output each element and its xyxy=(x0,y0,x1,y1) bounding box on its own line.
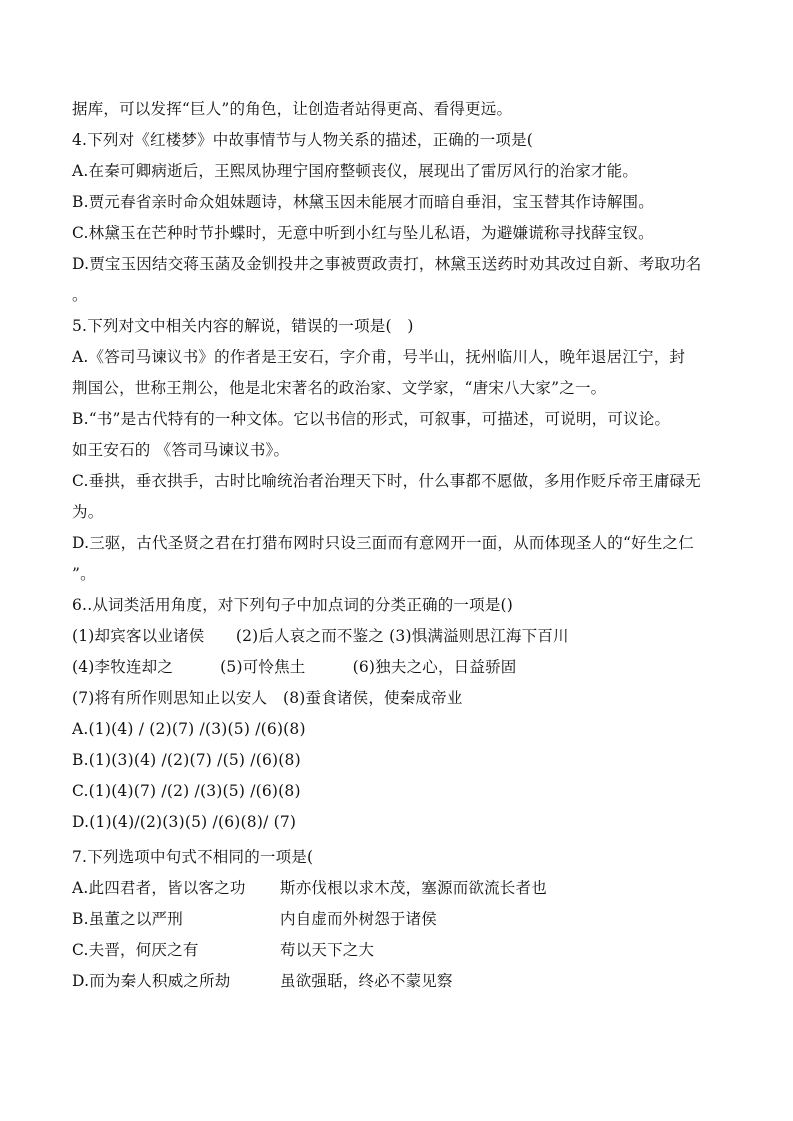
q7-option-c xyxy=(72,940,374,960)
q4-option-a: A.在秦可卿病逝后，王熙凤协理宁国府整顿丧仪，展现出了雷厉风行的治家才能。 xyxy=(72,162,639,180)
q4-option-c: C.林黛玉在芒种时节扑蝶时，无意中听到小红与坠儿私语，为避嫌谎称寻找薛宝钗。 xyxy=(72,224,654,242)
q7-option-a-left: A.此四君者，皆以客之功 xyxy=(72,879,246,897)
q7-option-d-left: D.而为秦人积威之所劫 xyxy=(72,972,231,990)
q4-option-b: B.贾元春省亲时命众姐妹题诗，林黛玉因未能展才而暗自垂泪，宝玉替其作诗解围。 xyxy=(72,193,654,211)
text-line: 据库，可以发挥“巨人”的角色，让创造者站得更高、看得更远。 xyxy=(72,100,513,118)
question-4-stem: 4.下列对《红楼梦》中故事情节与人物关系的描述，正确的一项是( xyxy=(72,131,534,149)
q5-option-d: D.三驱，古代圣贤之君在打猎布网时只设三面而有意网开一面，从而体现圣人的“好生之仁 xyxy=(72,534,694,552)
q5-option-b-cont: 如王安石的 《答司马谏议书》。 xyxy=(72,441,290,459)
q6-sentences-2: (4)李牧连却之 (5)可怜焦土 (6)独夫之心，日益骄固 xyxy=(72,658,517,676)
q7-option-b-right: 内自虚而外树怨于诸侯 xyxy=(280,910,438,928)
question-5-stem: 5.下列对文中相关内容的解说，错误的一项是( ) xyxy=(72,317,414,335)
q5-option-c: C.垂拱，垂衣拱手，古时比喻统治者治理天下时，什么事都不愿做，多用作贬斥帝王庸碌无 xyxy=(72,472,701,490)
q7-option-c-right: 苟以天下之大 xyxy=(280,941,375,959)
q7-option-b xyxy=(72,909,437,929)
q6-option-c: C.(1)(4)(7) /(2) /(3)(5) /(6)(8) xyxy=(72,782,301,800)
q4-option-d-cont: 。 xyxy=(72,286,88,304)
q6-sentences-3: (7)将有所作则思知止以安人 (8)蚕食诸侯，使秦成帝业 xyxy=(72,689,463,707)
q5-option-d-cont: ”。 xyxy=(72,565,96,583)
q7-option-a xyxy=(72,878,547,898)
question-6-stem: 6..从词类活用角度，对下列句子中加点词的分类正确的一项是() xyxy=(72,596,514,614)
q5-option-a-cont: 荆国公，世称王荆公，他是北宋著名的政治家、文学家，“唐宋八大家”之一。 xyxy=(72,379,607,397)
question-7-stem: 7.下列选项中句式不相同的一项是( xyxy=(72,848,314,866)
q6-sentences-1: (1)却宾客以业诸侯 (2)后人哀之而不鉴之 (3)惧满溢则思江海下百川 xyxy=(72,627,569,645)
q7-option-d-right: 虽欲强聒，终必不蒙见察 xyxy=(280,972,453,990)
q7-option-c-left: C.夫晋，何厌之有 xyxy=(72,941,199,959)
q5-option-b: B.“书”是古代特有的一种文体。它以书信的形式，可叙事，可描述，可说明，可议论。 xyxy=(72,410,671,428)
q5-option-c-cont: 为。 xyxy=(72,503,104,521)
q7-option-b-left: B.虽董之以严刑 xyxy=(72,910,183,928)
q7-option-d xyxy=(72,971,453,991)
q6-option-d: D.(1)(4)/(2)(3)(5) /(6)(8)/ (7) xyxy=(72,813,297,831)
q6-option-a: A.(1)(4) / (2)(7) /(3)(5) /(6)(8) xyxy=(72,720,306,738)
q5-option-a: A.《答司马谏议书》的作者是王安石，字介甫，号半山，抚州临川人，晚年退居江宁，封 xyxy=(72,348,686,366)
q6-option-b: B.(1)(3)(4) /(2)(7) /(5) /(6)(8) xyxy=(72,751,301,769)
q4-option-d: D.贾宝玉因结交蒋玉菡及金钏投井之事被贾政责打，林黛玉送药时劝其改过自新、考取功名 xyxy=(72,255,702,273)
q7-option-a-right: 斯亦伐根以求木茂，塞源而欲流长者也 xyxy=(280,879,547,897)
